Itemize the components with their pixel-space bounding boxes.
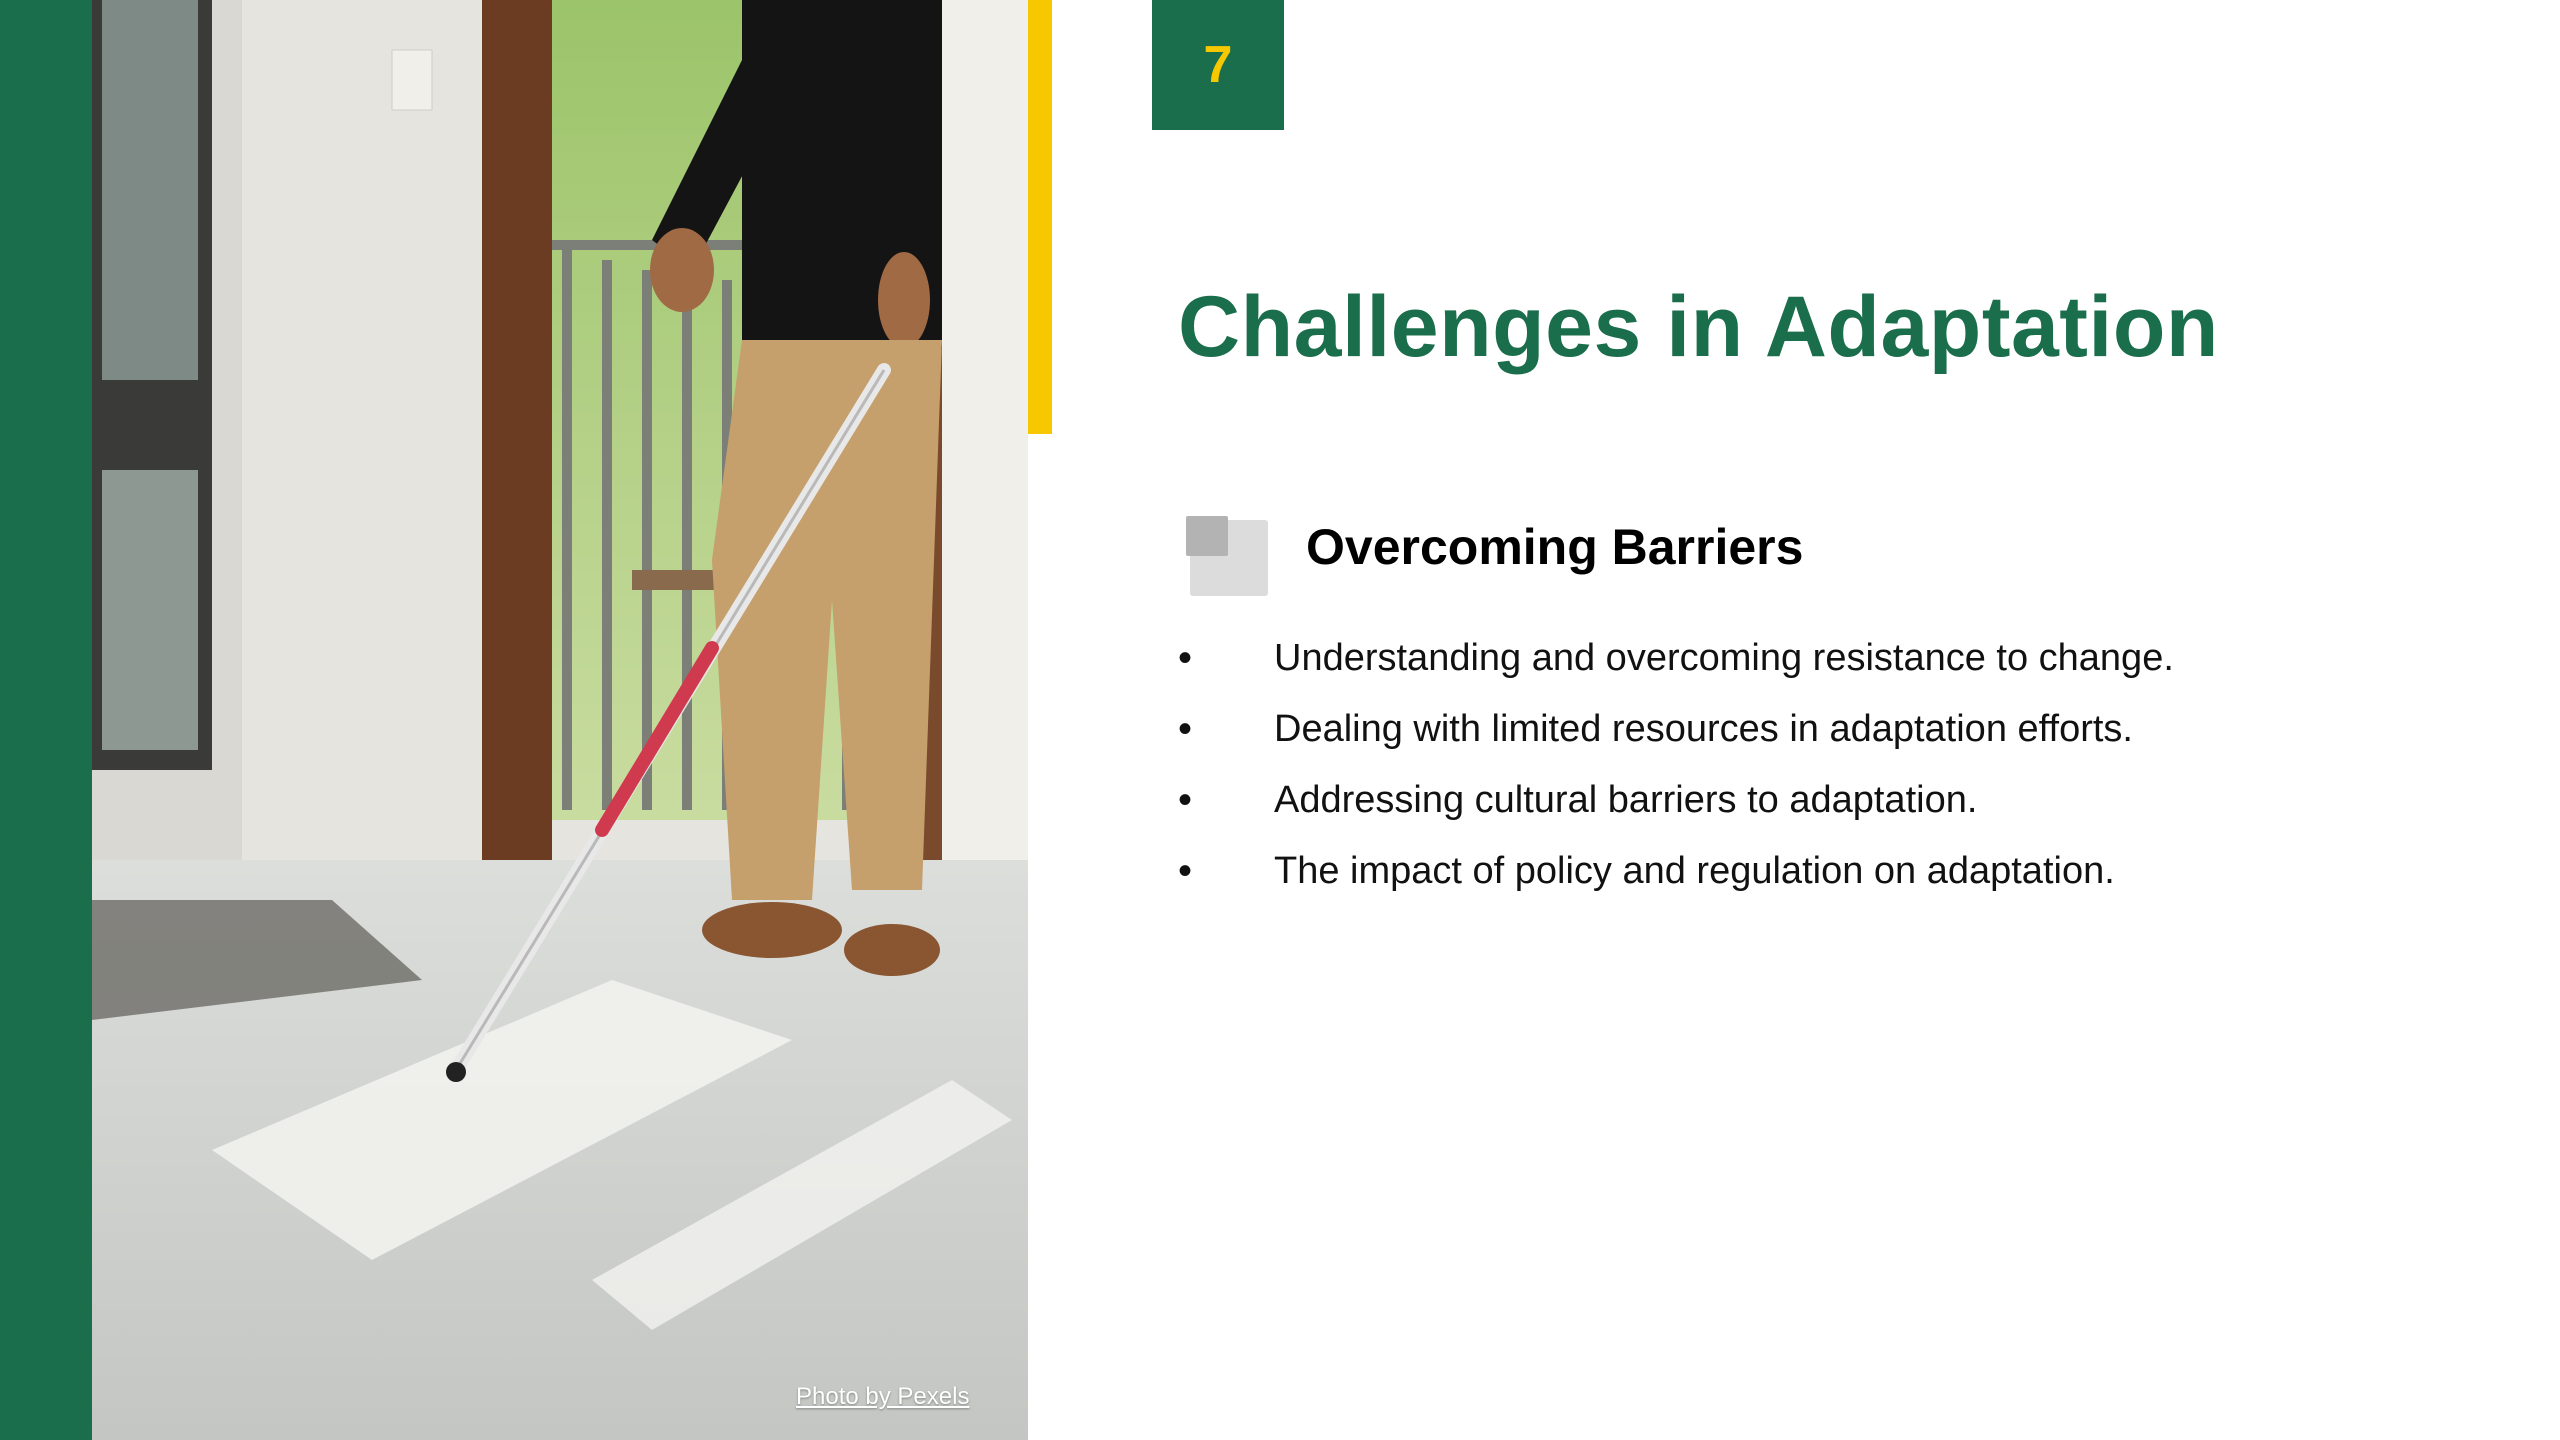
bullet-dot: • — [1178, 778, 1193, 822]
bullet-dot: • — [1178, 707, 1193, 751]
yellow-accent-bar — [1028, 0, 1052, 434]
icon-front-square — [1186, 516, 1228, 556]
slide-number: 7 — [1203, 36, 1233, 94]
left-green-bar — [0, 0, 92, 1440]
slide-number-badge — [1152, 0, 1284, 130]
placeholder-image-icon — [1186, 516, 1270, 596]
photo-credit-link[interactable]: Photo by Pexels — [796, 1383, 970, 1410]
slide-photo — [92, 0, 1028, 1440]
bullet-text: Understanding and overcoming resistance to change. — [1274, 637, 2174, 679]
bullet-text: Dealing with limited resources in adaptation efforts. — [1274, 708, 2133, 750]
slide-title: Challenges in Adaptation — [1178, 279, 2219, 375]
bullet-text: Addressing cultural barriers to adaptation. — [1274, 779, 1978, 821]
section-heading: Overcoming Barriers — [1306, 519, 1804, 575]
bullet-text: The impact of policy and regulation on adaptation. — [1274, 850, 2115, 892]
bullet-dot: • — [1178, 849, 1193, 893]
bullet-dot: • — [1178, 636, 1193, 680]
